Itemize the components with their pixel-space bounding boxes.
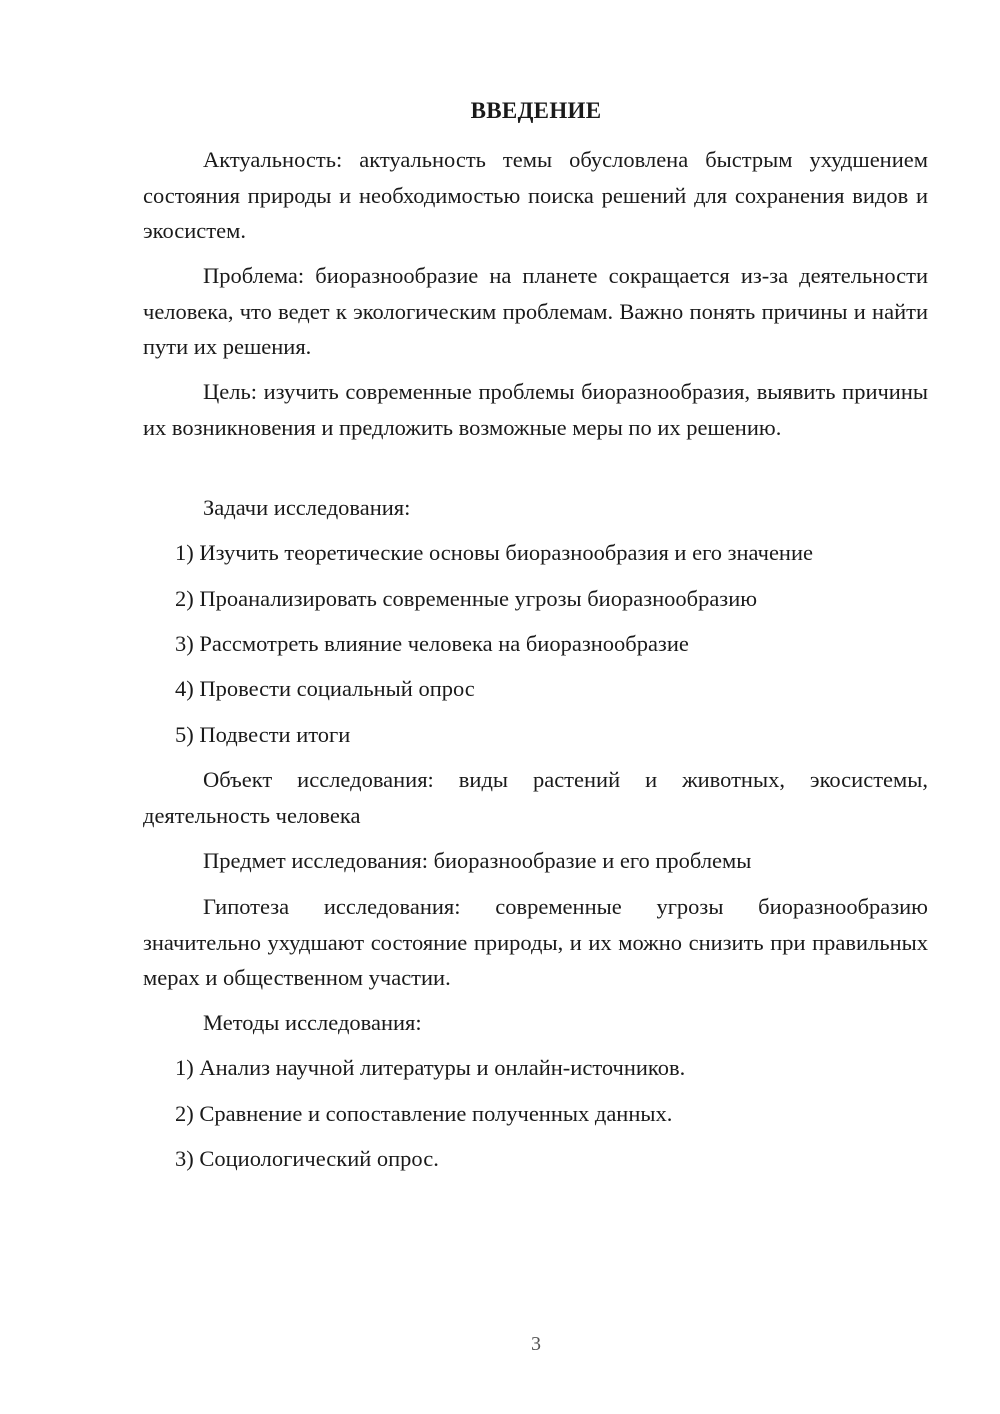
method-item: 1) Анализ научной литературы и онлайн-источников. (175, 1055, 686, 1080)
method-item: 2) Сравнение и сопоставление полученных данных. (175, 1101, 673, 1126)
page-title: ВВЕДЕНИЕ (470, 98, 602, 123)
task-item: 4) Провести социальный опрос (175, 676, 475, 701)
paragraph-subject: Предмет исследования: биоразнообразие и его проблемы (203, 848, 752, 873)
paragraph-goal: Цель: изучить современные проблемы биоразнообразия, выявить причины их возникновения и предложить возможные меры по их решению. (143, 379, 928, 440)
paragraph-problem: Проблема: биоразнообразие на планете сокращается из-за деятельности человека, что ведет к экологическим проблемам. Важно понять причины и найти пути их решения. (143, 263, 928, 359)
task-item: 1) Изучить теоретические основы биоразнообразия и его значение (175, 540, 813, 565)
method-item: 3) Социологический опрос. (175, 1146, 439, 1171)
task-item: 2) Проанализировать современные угрозы биоразнообразию (175, 586, 758, 611)
task-item: 3) Рассмотреть влияние человека на биоразнообразие (175, 631, 689, 656)
methods-heading: Методы исследования: (203, 1010, 422, 1035)
tasks-heading: Задачи исследования: (203, 495, 411, 520)
task-item: 5) Подвести итоги (175, 722, 351, 747)
paragraph-relevance: Актуальность: актуальность темы обусловлена быстрым ухудшением состояния природы и необходимостью поиска решений для сохранения видов и экосистем. (143, 147, 928, 243)
page-number: 3 (531, 1333, 541, 1355)
paragraph-hypothesis: Гипотеза исследования: современные угрозы биоразнообразию значительно ухудшают состояние природы, и их можно снизить при правильных мерах и общественном участии. (143, 894, 928, 990)
paragraph-object: Объект исследования: виды растений и животных, экосистемы, деятельность человека (143, 767, 928, 828)
